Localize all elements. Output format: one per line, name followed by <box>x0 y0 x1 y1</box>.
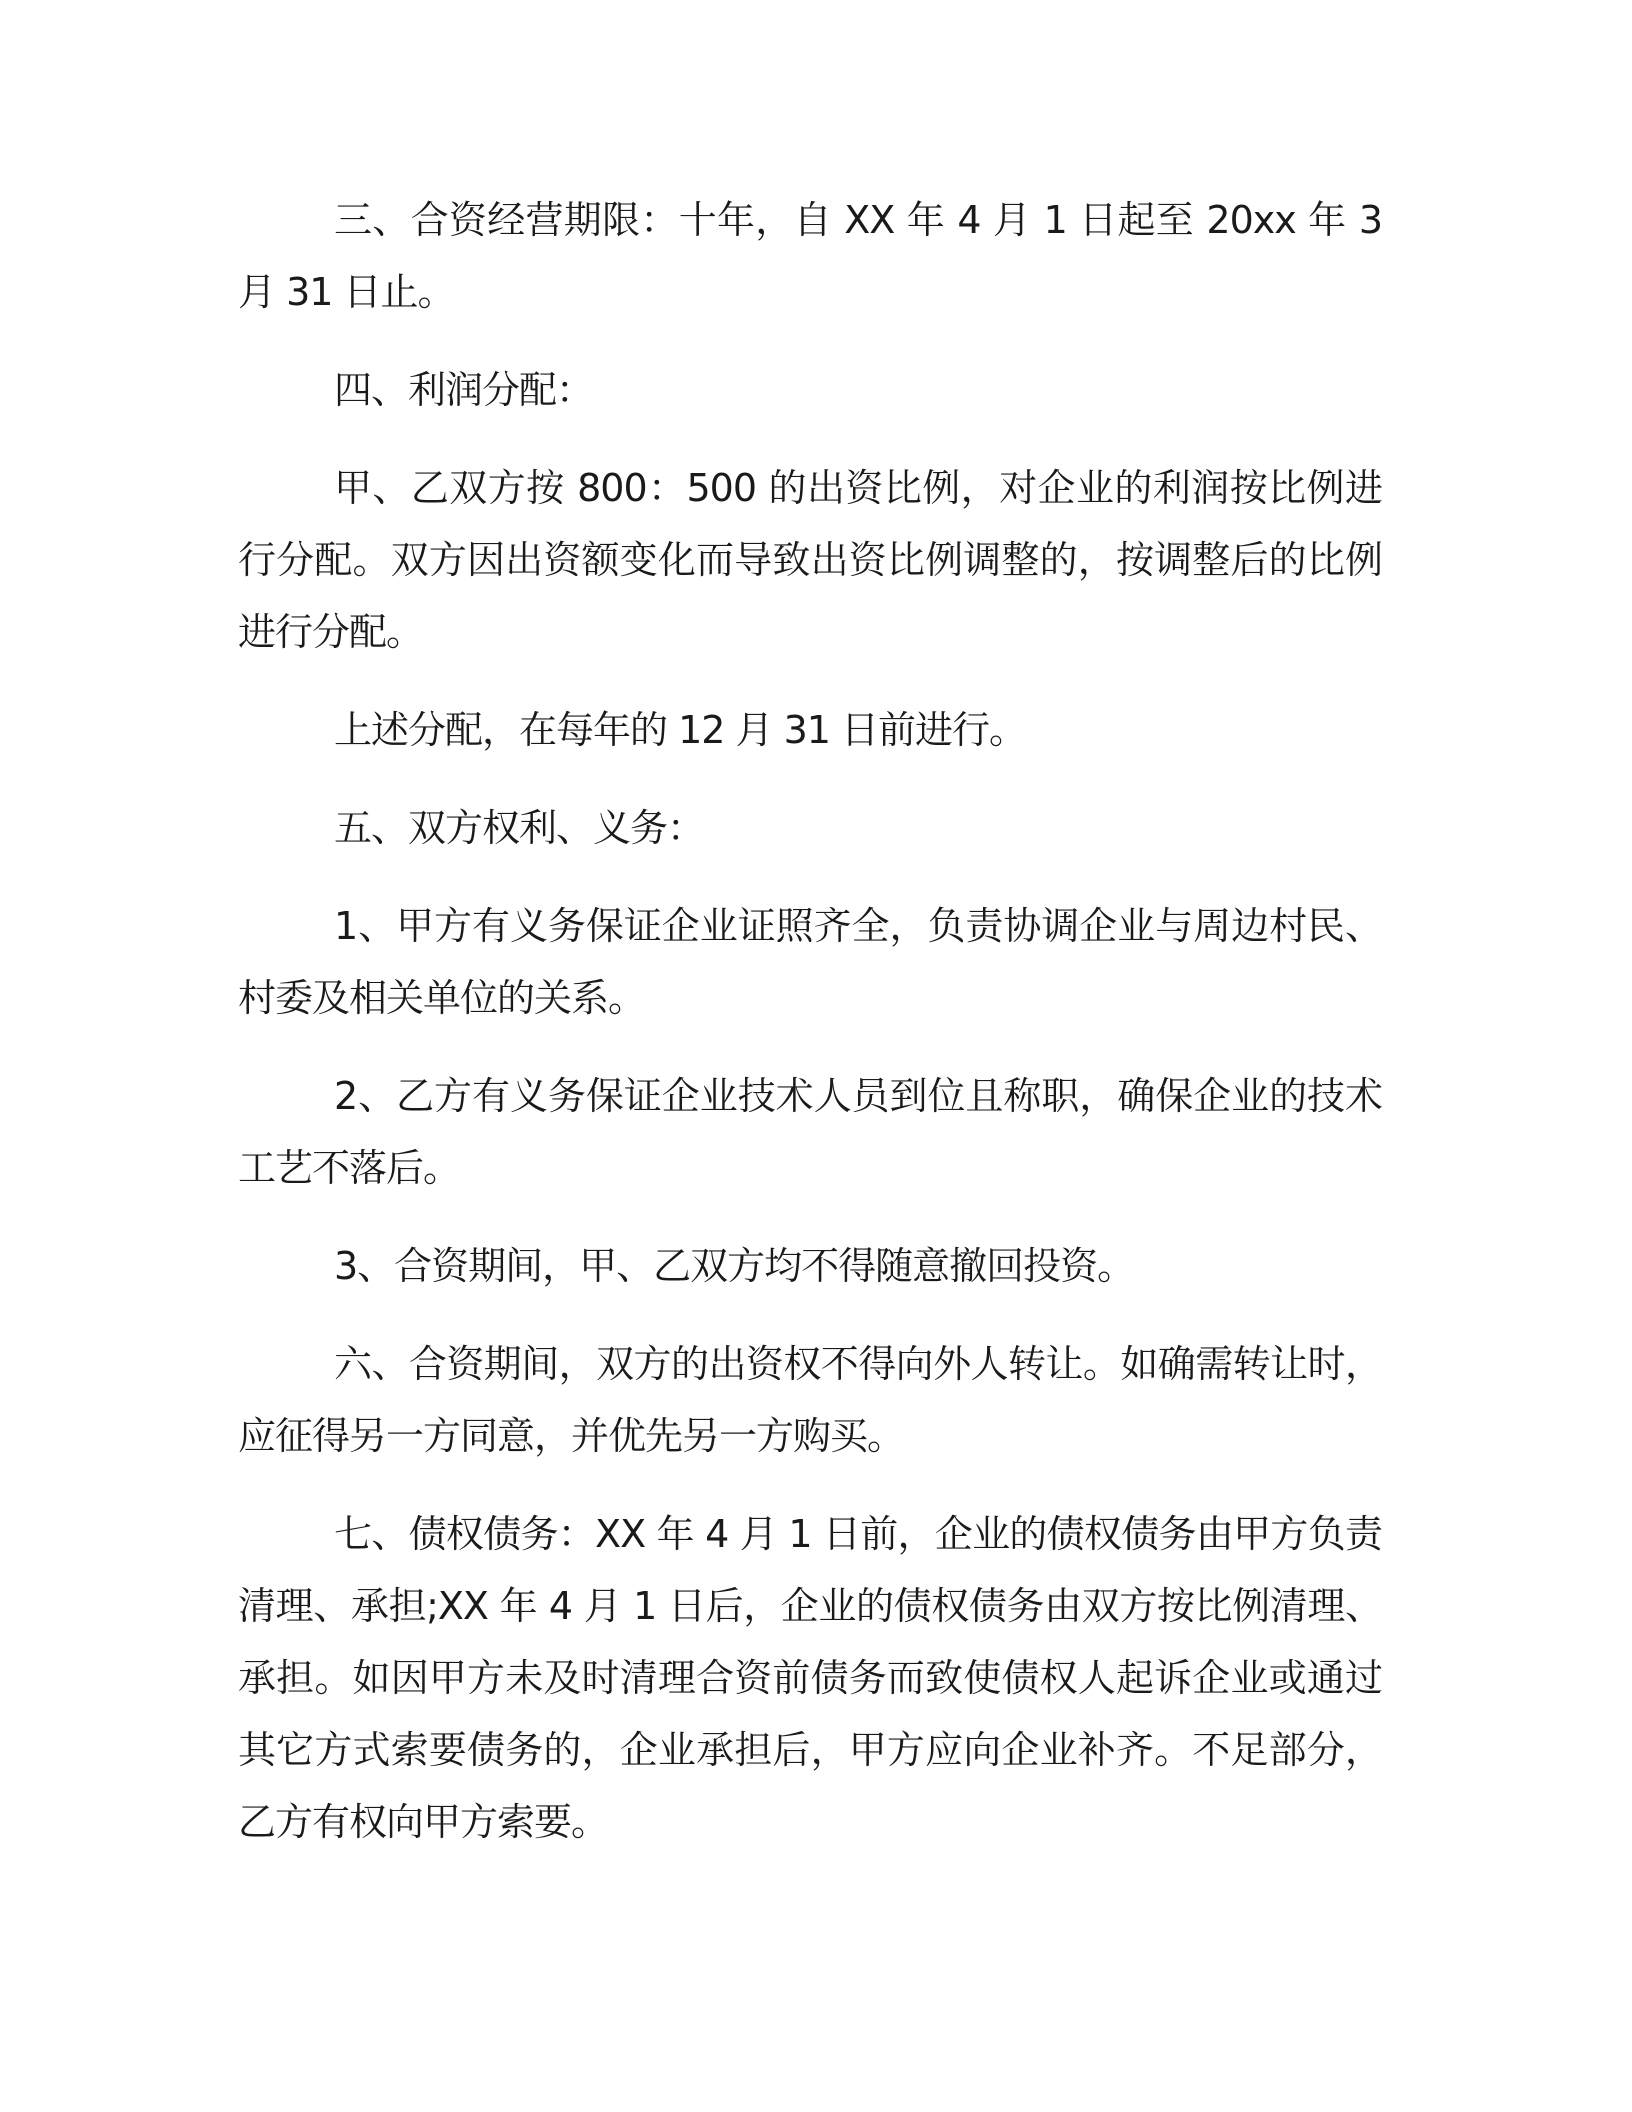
clause-profit-heading: 四、利润分配： <box>334 368 594 412</box>
clause-rights-item-3: 3、合资期间，甲、乙双方均不得随意撤回投资。 <box>334 1244 1135 1288</box>
clause-rights-heading: 五、双方权利、义务： <box>334 806 705 850</box>
clause-profit-timing: 上述分配，在每年的 12 月 31 日前进行。 <box>334 708 1027 752</box>
clause-rights-item-1: 1、甲方有义务保证企业证照齐全，负责协调企业与周边村民、村委及相关单位的关系。 <box>238 904 1382 1020</box>
clause-transfer: 六、合资期间，双方的出资权不得向外人转让。如确需转让时，应征得另一方同意，并优先另一方购买。 <box>238 1342 1382 1458</box>
document-body <box>238 184 1382 1884</box>
clause-profit-ratio: 甲、乙双方按 800：500 的出资比例，对企业的利润按比例进行分配。双方因出资额变化而导致出资比例调整的，按调整后的比例进行分配。 <box>238 466 1382 654</box>
clause-term: 三、合资经营期限：十年，自 XX 年 4 月 1 日起至 20xx 年 3 月 31 日止。 <box>238 198 1382 314</box>
clause-rights-item-2: 2、乙方有义务保证企业技术人员到位且称职，确保企业的技术工艺不落后。 <box>238 1074 1382 1190</box>
clause-debts: 七、债权债务：XX 年 4 月 1 日前，企业的债权债务由甲方负责清理、承担;XX 年 4 月 1 日后，企业的债权债务由双方按比例清理、承担。如因甲方未及时清理合资前债务而致使债权人起诉企业或通过其它方式索要债务的，企业承担后，甲方应向企业补齐。不足部分，乙方有权向甲方索要。 <box>238 1512 1382 1844</box>
